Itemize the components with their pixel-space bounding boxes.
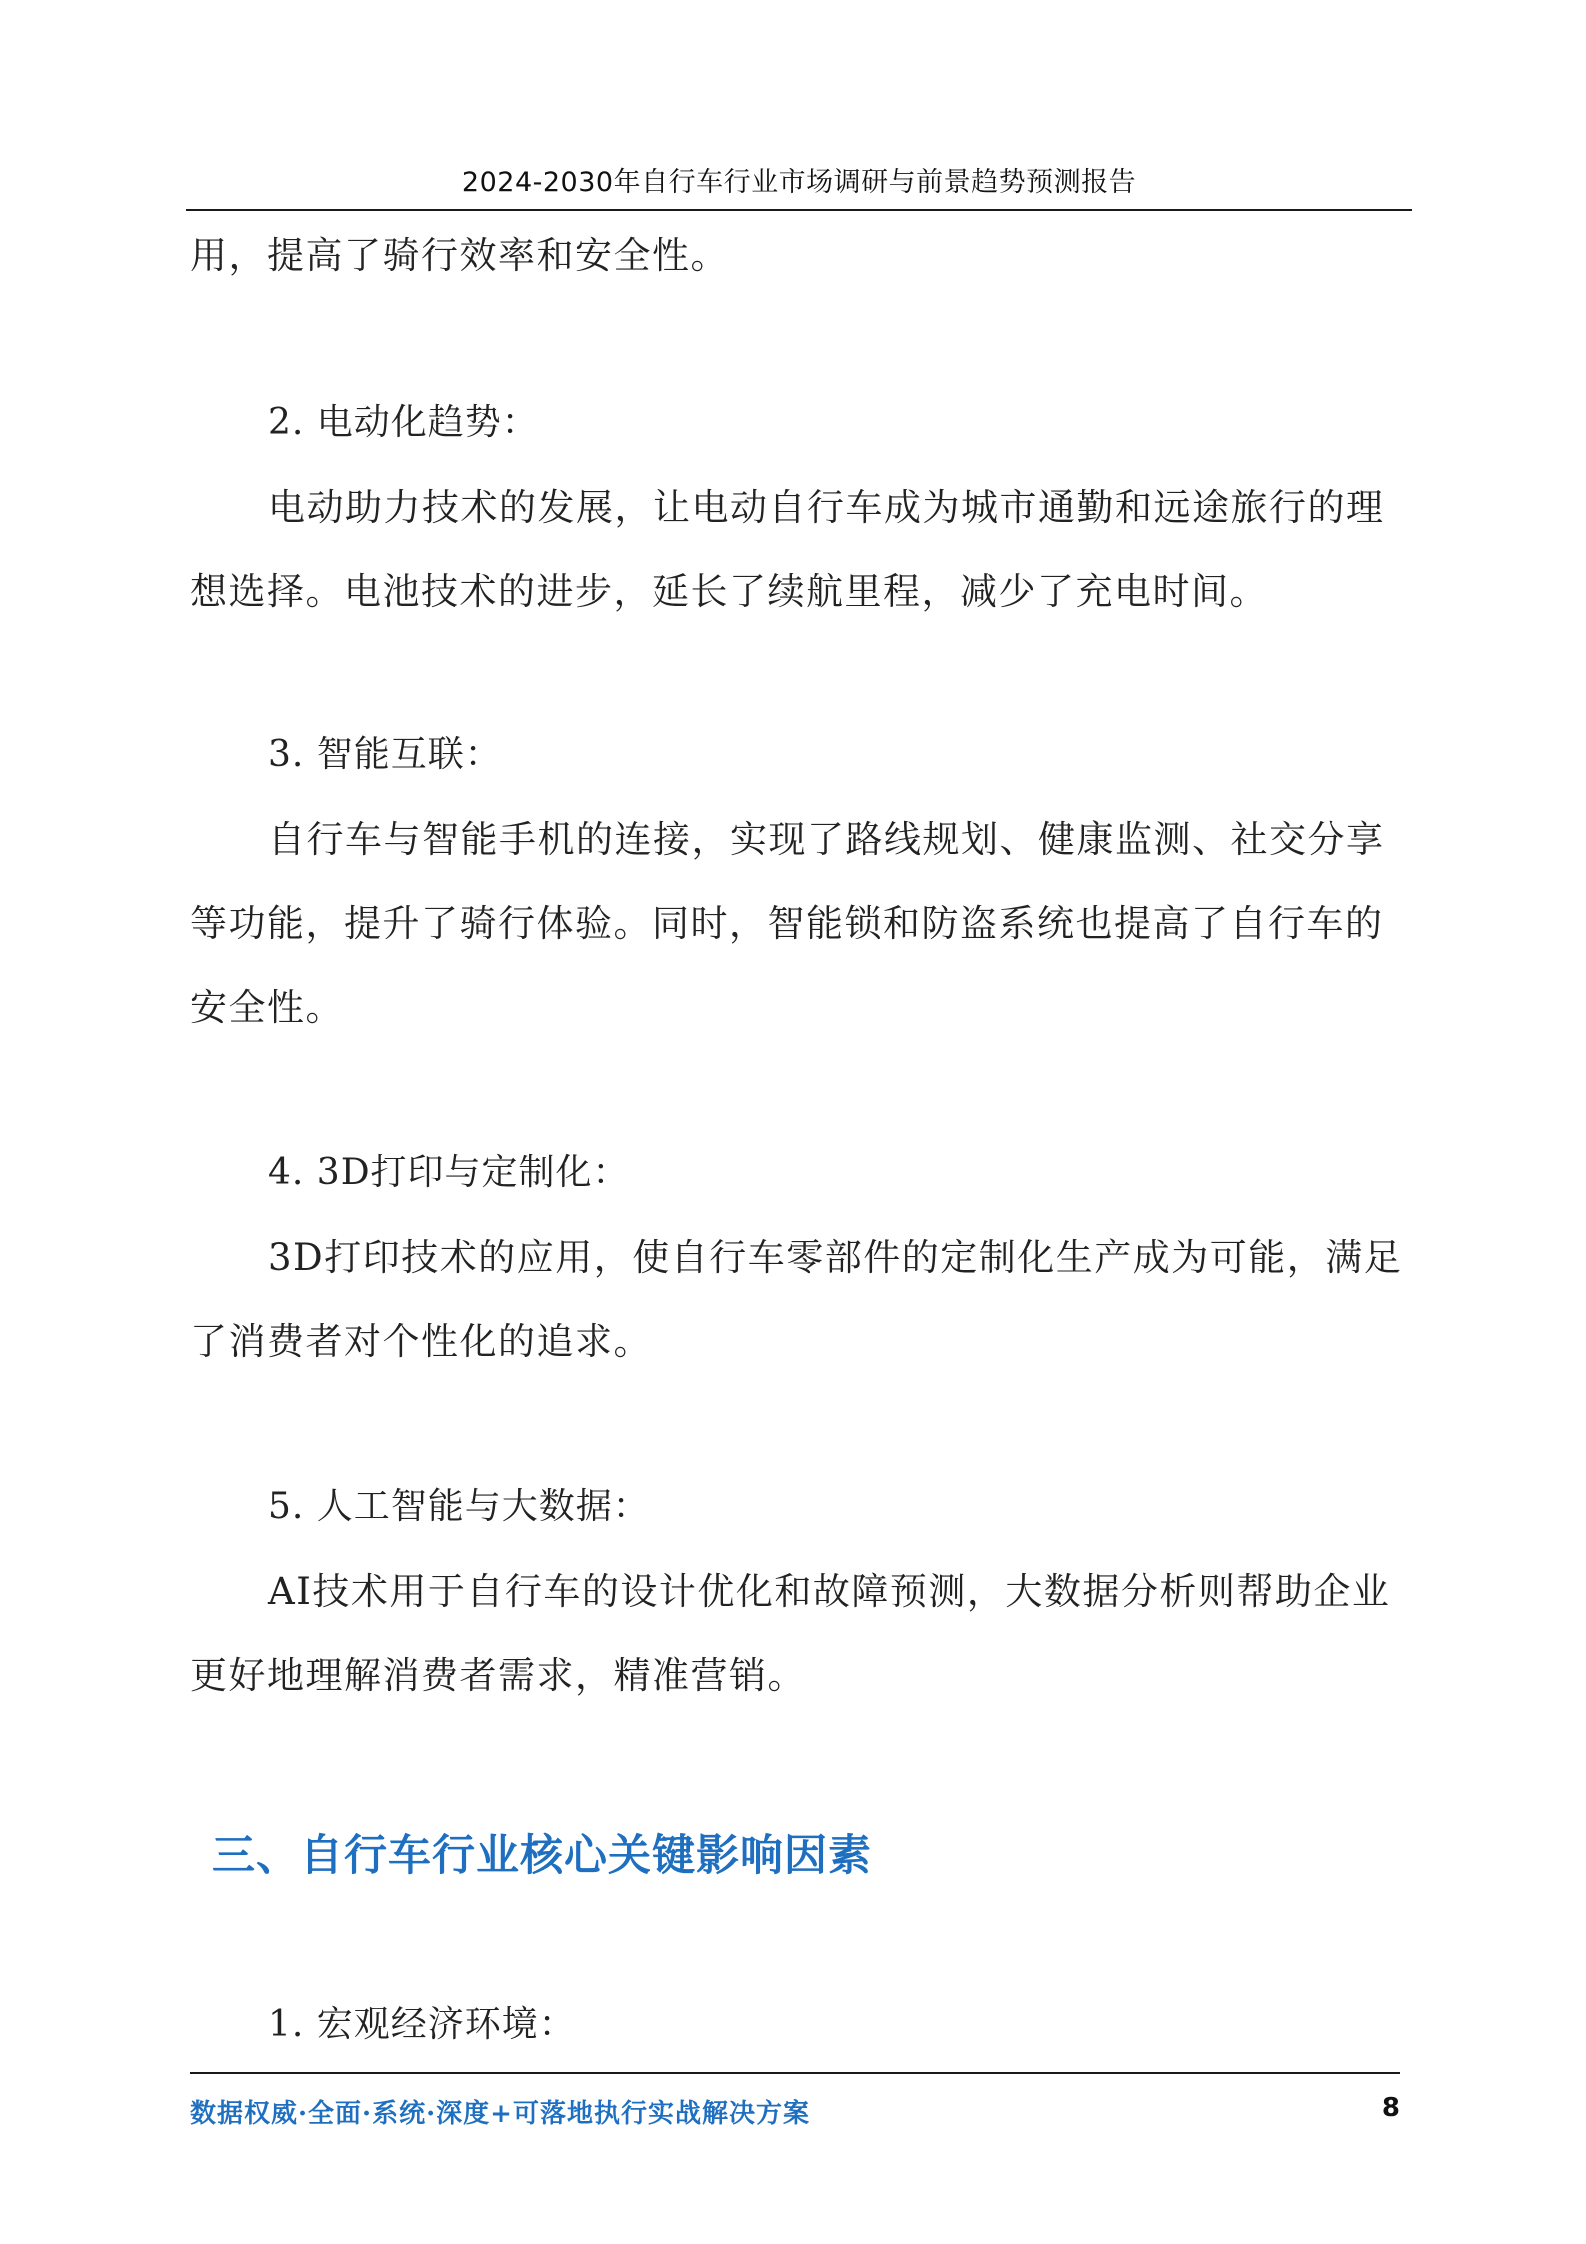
item-body-ai-big-data: AI技术用于自行车的设计优化和故障预测，大数据分析则帮助企业更好地理解消费者需求，精准营销。: [190, 1570, 1391, 1697]
item-heading-electrification: 2. 电动化趋势：: [268, 402, 539, 443]
item-heading-smart-connectivity: 3. 智能互联：: [268, 734, 502, 775]
item-body-smart-connectivity: 自行车与智能手机的连接，实现了路线规划、健康监测、社交分享等功能，提升了骑行体验。同时，智能锁和防盗系统也提高了自行车的安全性。: [190, 818, 1385, 1029]
report-title: 2024-2030年自行车行业市场调研与前景趋势预测报告: [461, 167, 1137, 198]
header-divider: [186, 209, 1412, 211]
footer-divider: [190, 2072, 1400, 2074]
footer-slogan: 数据权威·全面·系统·深度+可落地执行实战解决方案: [190, 2099, 810, 2129]
page-number: 8: [1381, 2093, 1400, 2123]
section-heading: 三、自行车行业核心关键影响因素: [212, 1831, 872, 1881]
sub-heading-macro-economy: 1. 宏观经济环境：: [268, 2004, 576, 2045]
continuation-paragraph: 用，提高了骑行效率和安全性。: [190, 234, 729, 277]
item-heading-ai-big-data: 5. 人工智能与大数据：: [268, 1486, 650, 1527]
item-heading-3d-printing: 4. 3D打印与定制化：: [268, 1152, 630, 1193]
item-body-3d-printing: 3D打印技术的应用，使自行车零部件的定制化生产成为可能，满足了消费者对个性化的追求。: [190, 1236, 1403, 1363]
item-body-electrification: 电动助力技术的发展，让电动自行车成为城市通勤和远途旅行的理想选择。电池技术的进步，延长了续航里程，减少了充电时间。: [190, 486, 1385, 613]
